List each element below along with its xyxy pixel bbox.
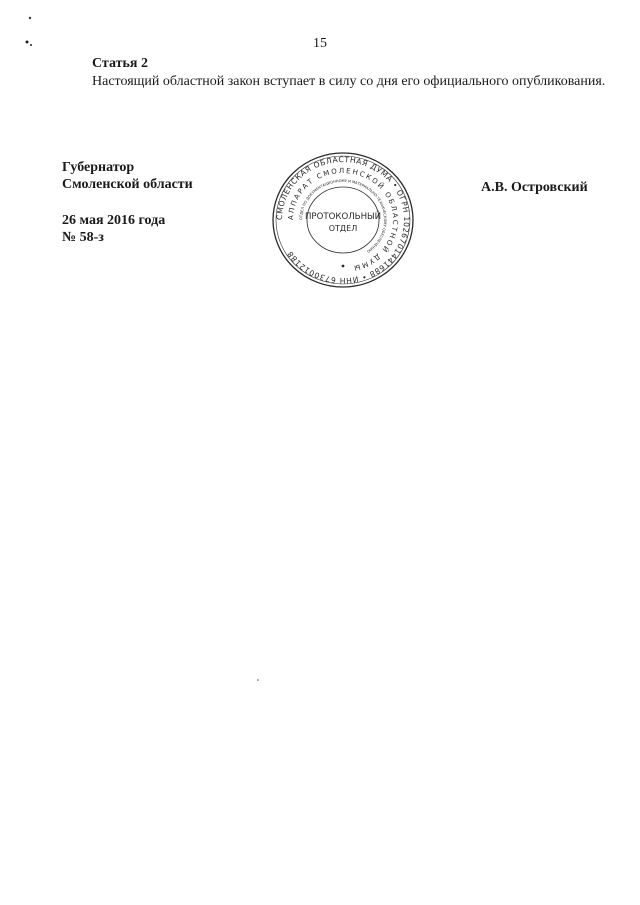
speck — [257, 679, 259, 681]
seal-center-text-2: ОТДЕЛ — [328, 224, 358, 233]
signature-block — [62, 159, 193, 246]
seal-outer-text: СМОЛЕНСКАЯ ОБЛАСТНАЯ ДУМА • ОГРН 1026701441688 • ИНН 6730012188 — [274, 154, 412, 286]
seal-center-text-1: ПРОТОКОЛЬНЫЙ — [304, 212, 382, 222]
position-title-line2: Смоленской области — [62, 177, 193, 192]
article-heading: Статья 2 — [92, 56, 148, 71]
official-seal — [268, 150, 418, 290]
article-text: Настоящий областной закон вступает в силу со дня его официального опубликования. — [92, 74, 606, 89]
position-title-line1: Губернатор — [62, 160, 135, 175]
seal-inner-text: АППАРАТ СМОЛЕНСКОЙ ОБЛАСТНОЙ ДУМЫ — [286, 166, 400, 273]
page-number: 15 — [313, 36, 327, 51]
signer-name: А.В. Островский — [481, 180, 588, 195]
speck — [29, 17, 31, 19]
seal-star — [342, 265, 345, 268]
article-paragraph — [62, 73, 608, 91]
document-date: 26 мая 2016 года — [62, 213, 166, 228]
seal-small-text: ОТДЕЛ ПО ДОКУМЕНТАЦИОННОМУ И МАТЕРИАЛЬНО-ТЕХНИЧЕСКОМУ ОБЕСПЕЧЕНИЮ — [298, 178, 388, 254]
document-number: № 58-з — [62, 230, 104, 245]
